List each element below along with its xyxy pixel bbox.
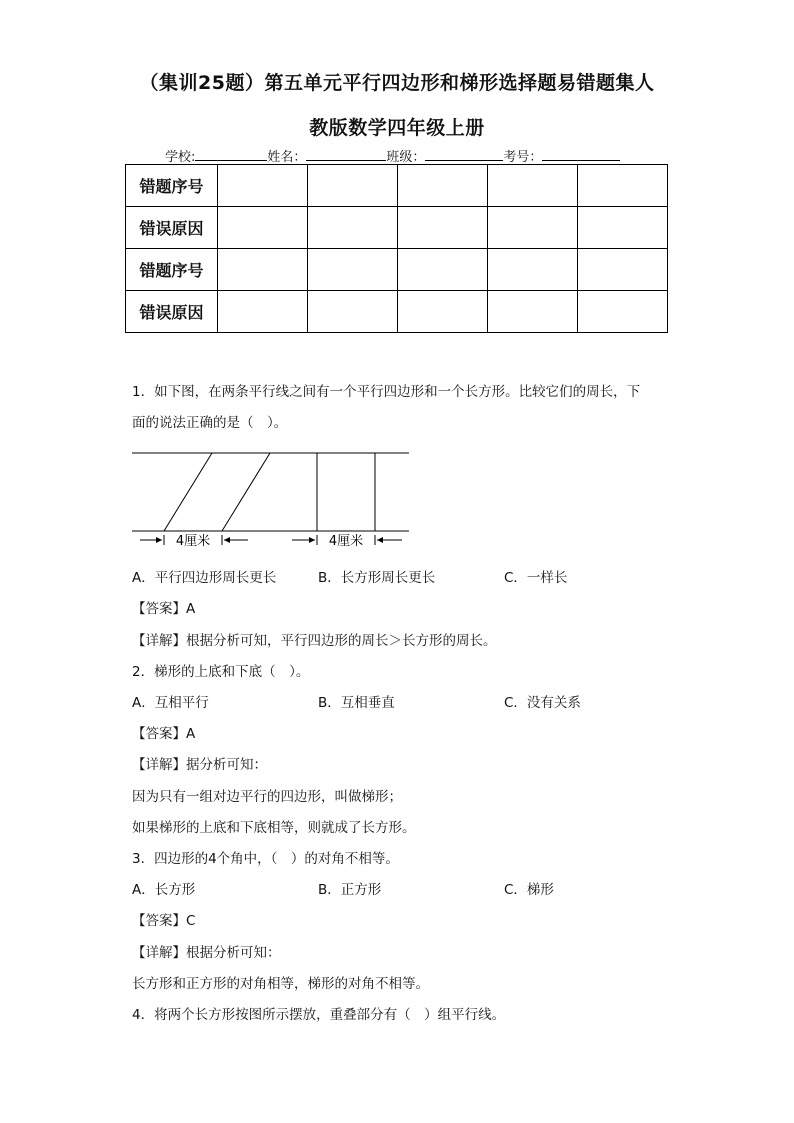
q1-option-b: B．长方形周长更长	[318, 570, 436, 586]
table-row	[126, 291, 668, 333]
table-row	[126, 165, 668, 207]
q1-stem-line2: 面的说法正确的是（ ）。	[132, 415, 288, 431]
q4-stem: 4．将两个长方形按图所示摆放，重叠部分有（ ）组平行线。	[132, 1007, 506, 1023]
q2-detail-line2: 因为只有一组对边平行的四边形，叫做梯形；	[132, 789, 402, 805]
q1-option-c: C．一样长	[504, 570, 568, 586]
table-cell	[398, 165, 488, 207]
school-blank	[195, 148, 267, 161]
table-cell	[308, 165, 398, 207]
error-record-table	[125, 164, 668, 333]
row-header: 错误原因	[126, 207, 218, 249]
row-header: 错题序号	[126, 249, 218, 291]
q2-option-a: A．互相平行	[132, 695, 209, 711]
table-cell	[218, 165, 308, 207]
table-cell	[578, 207, 668, 249]
table-cell	[218, 291, 308, 333]
parallel-lines-figure	[130, 447, 412, 551]
class-blank	[425, 148, 503, 161]
q3-option-a: A．长方形	[132, 882, 196, 898]
q3-option-b: B．正方形	[318, 882, 382, 898]
q3-detail-line2: 长方形和正方形的对角相等，梯形的对角不相等。	[132, 976, 429, 992]
name-blank	[306, 148, 386, 161]
table-cell	[398, 207, 488, 249]
table-row	[126, 249, 668, 291]
row-header: 错误原因	[126, 291, 218, 333]
q1-stem-line1: 1．如下图，在两条平行线之间有一个平行四边形和一个长方形。比较它们的周长，下	[132, 384, 641, 400]
q2-detail-line3: 如果梯形的上底和下底相等，则就成了长方形。	[132, 820, 416, 836]
table-cell	[488, 249, 578, 291]
table-cell	[398, 249, 488, 291]
table-cell	[218, 207, 308, 249]
q2-option-b: B．互相垂直	[318, 695, 395, 711]
table-cell	[488, 165, 578, 207]
name-label: 姓名：	[267, 150, 307, 165]
q3-option-c: C．梯形	[504, 882, 554, 898]
q2-detail: 【详解】据分析可知：	[132, 757, 267, 773]
parallelogram-left-side	[164, 453, 212, 531]
q3-answer: 【答案】C	[132, 913, 196, 929]
table-cell	[308, 207, 398, 249]
left-length-label: 4厘米	[175, 534, 211, 549]
q1-detail: 【详解】根据分析可知，平行四边形的周长＞长方形的周长。	[132, 633, 497, 649]
table-cell	[398, 291, 488, 333]
row-header: 错题序号	[126, 165, 218, 207]
table-cell	[578, 291, 668, 333]
q2-option-c: C．没有关系	[504, 695, 581, 711]
q3-detail: 【详解】根据分析可知：	[132, 945, 281, 961]
table-cell	[488, 291, 578, 333]
q1-answer: 【答案】A	[132, 601, 196, 617]
student-info-line	[165, 146, 620, 165]
page-title: （集训25题）第五单元平行四边形和梯形选择题易错题集人	[139, 72, 655, 94]
q2-stem: 2．梯形的上底和下底（ ）。	[132, 664, 310, 680]
q1-option-a: A．平行四边形周长更长	[132, 570, 277, 586]
table-cell	[218, 249, 308, 291]
table-cell	[578, 249, 668, 291]
right-length-label: 4厘米	[328, 534, 364, 549]
table-cell	[578, 165, 668, 207]
table-cell	[308, 249, 398, 291]
table-row	[126, 207, 668, 249]
parallelogram-right-side	[222, 453, 270, 531]
page-subtitle: 教版数学四年级上册	[309, 117, 485, 139]
table-cell	[488, 207, 578, 249]
id-label: 考号：	[503, 150, 543, 165]
q3-stem: 3．四边形的4个角中，（ ）的对角不相等。	[132, 851, 399, 867]
school-label: 学校:	[165, 150, 196, 165]
q2-answer: 【答案】A	[132, 726, 196, 742]
class-label: 班级：	[386, 150, 426, 165]
id-blank	[542, 148, 620, 161]
table-cell	[308, 291, 398, 333]
